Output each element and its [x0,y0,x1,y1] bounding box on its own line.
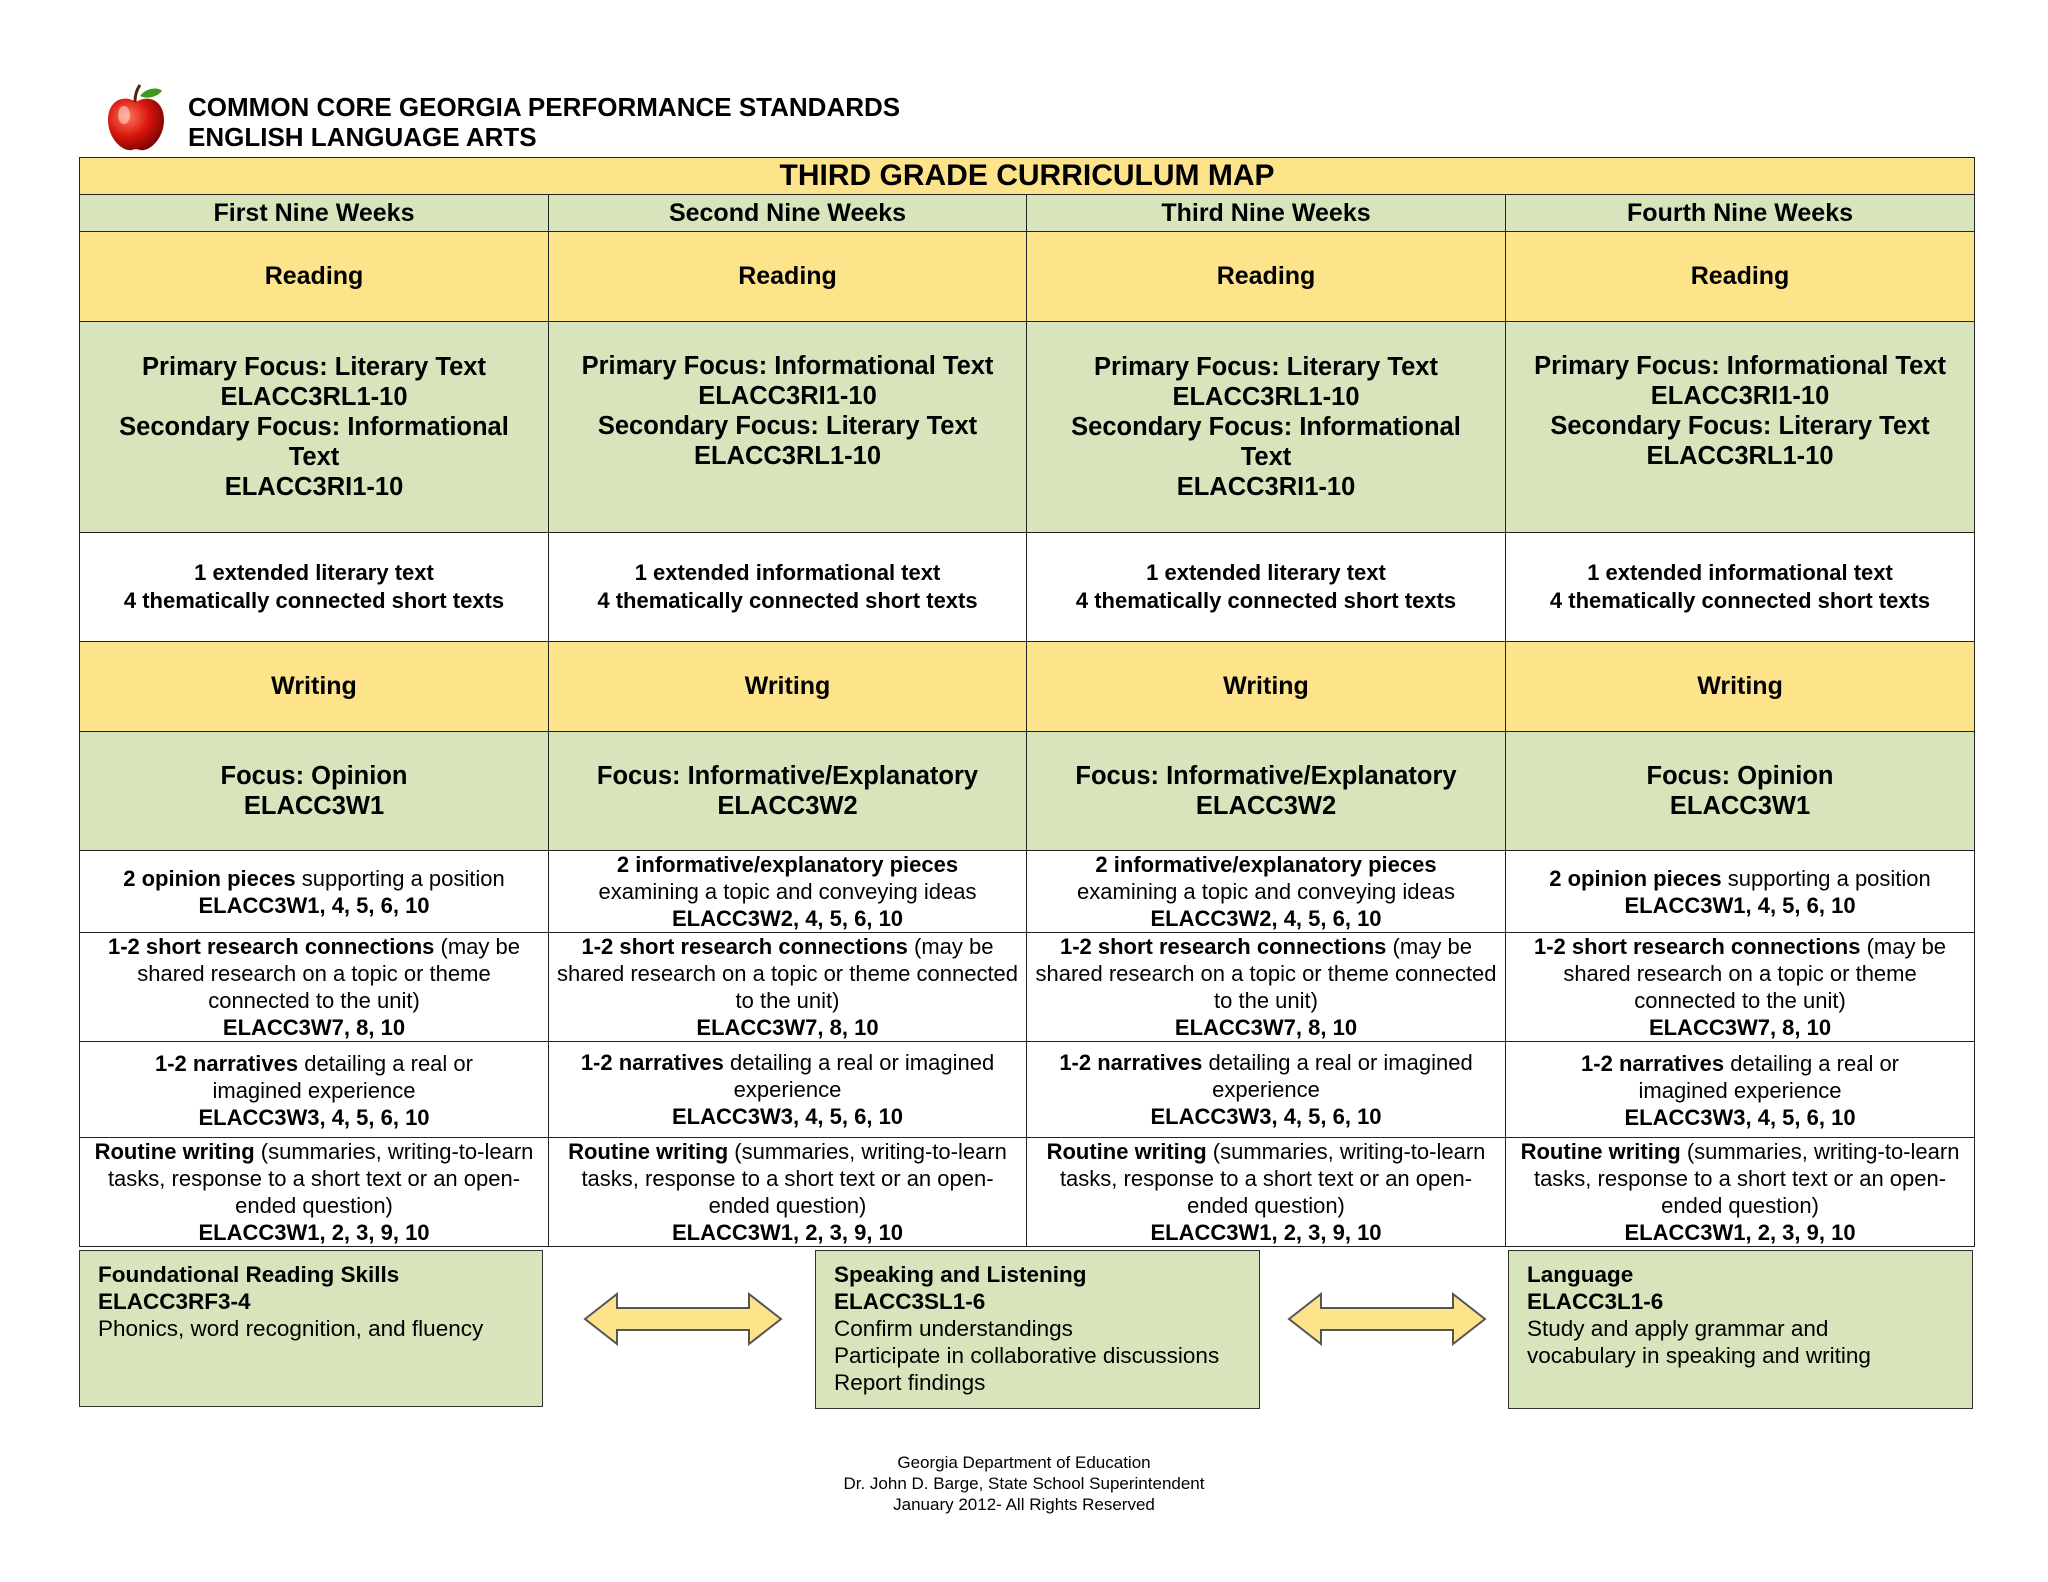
box-line: Confirm understandings [834,1316,1073,1341]
apple-icon [104,82,168,154]
document-footer [0,1452,2048,1515]
reading-focus-cell [80,322,549,533]
task-bold: Routine writing [568,1139,729,1164]
focus-line: ELACC3W2 [1195,792,1337,820]
task-standards: ELACC3W2, 4, 5, 6, 10 [1150,906,1382,931]
header-text [188,92,900,152]
title-row [80,158,1975,195]
task-standards: ELACC3W1, 2, 3, 9, 10 [1624,1220,1856,1245]
quarter-header: Third Nine Weeks [1027,195,1506,232]
task-text: detailing a real or imagined experience [1638,1050,1900,1103]
focus-line: Secondary Focus: Informational [119,413,509,441]
writing-focus-row [80,732,1975,851]
task-cell [549,1042,1027,1138]
footer-line: Dr. John D. Barge, State School Superintendent [843,1474,1205,1493]
task-bold: 1-2 narratives [1059,1050,1203,1075]
focus-line: Focus: Informative/Explanatory [596,762,979,790]
focus-line: Primary Focus: Literary Text [142,353,486,381]
task-cell [80,1042,549,1138]
speaking-listening-box [815,1250,1260,1409]
box-line: Participate in collaborative discussions [834,1343,1220,1368]
task-standards: ELACC3W1, 4, 5, 6, 10 [1624,892,1856,918]
task-standards: ELACC3W1, 2, 3, 9, 10 [198,1220,430,1245]
task-standards: ELACC3W1, 2, 3, 9, 10 [1150,1220,1382,1245]
task-cell [1506,1138,1975,1247]
texts-line: 4 thematically connected short texts [123,588,505,613]
focus-line: ELACC3RI1-10 [224,473,404,501]
focus-line: Text [288,443,340,471]
task-standards: ELACC3W1, 4, 5, 6, 10 [198,892,430,918]
texts-line: 4 thematically connected short texts [597,588,978,613]
box-line: vocabulary in speaking and writing [1527,1343,1871,1368]
task-text: (summaries, writing-to-learn tasks, response to a short text or an open-ended question) [107,1139,534,1218]
task-text: (summaries, writing-to-learn tasks, response to a short text or an open-ended question) [1533,1139,1960,1218]
task-standards: ELACC3W3, 4, 5, 6, 10 [1624,1104,1856,1130]
task-text: (may be shared research on a topic or theme connected to the unit) [1035,934,1497,1013]
task-cell [1506,933,1975,1042]
double-arrow-icon [1287,1292,1487,1346]
reading-texts-cell [549,533,1027,642]
reading-focus-row [80,322,1975,533]
focus-line: ELACC3RI1-10 [1176,473,1356,501]
reading-label: Reading [1027,232,1506,322]
task-bold: Routine writing [1520,1139,1681,1164]
task-bold: 1-2 narratives [155,1050,299,1076]
reading-focus-cell [549,322,1027,533]
focus-line: ELACC3W1 [243,792,385,820]
task-cell [1506,1042,1975,1138]
focus-line: Focus: Informative/Explanatory [1075,762,1457,790]
task-bold: 1-2 short research connections [581,934,908,959]
task-row-narratives [80,1042,1975,1138]
box-title: Language [1527,1262,1634,1287]
quarter-header: Second Nine Weeks [549,195,1027,232]
document-header [104,82,1004,154]
reading-texts-cell [80,533,549,642]
map-title: THIRD GRADE CURRICULUM MAP [80,158,1975,195]
task-bold: Routine writing [94,1139,255,1164]
focus-line: Primary Focus: Informational Text [581,352,994,380]
quarter-header: First Nine Weeks [80,195,549,232]
focus-line: Focus: Opinion [1646,762,1834,790]
task-standards: ELACC3W7, 8, 10 [1648,1015,1832,1040]
texts-line: 1 extended literary text [1146,560,1386,585]
footer-line: Georgia Department of Education [897,1453,1151,1472]
box-code: ELACC3L1-6 [1527,1289,1664,1314]
task-cell [1506,851,1975,933]
focus-line: Focus: Opinion [220,762,408,790]
task-standards: ELACC3W3, 4, 5, 6, 10 [671,1104,904,1129]
task-row-routine [80,1138,1975,1247]
task-standards: ELACC3W1, 2, 3, 9, 10 [671,1220,904,1245]
box-title: Speaking and Listening [834,1262,1087,1287]
task-cell [80,851,549,933]
header-line-1: COMMON CORE GEORGIA PERFORMANCE STANDARDS [188,92,901,122]
task-cell [1027,1042,1506,1138]
quarter-row [80,195,1975,232]
reading-label: Reading [80,232,549,322]
curriculum-map-table [79,157,1975,1247]
language-box [1508,1250,1973,1409]
focus-line: Secondary Focus: Literary Text [1550,412,1930,440]
task-cell [549,1138,1027,1247]
task-standards: ELACC3W7, 8, 10 [696,1015,879,1040]
task-cell [1027,933,1506,1042]
task-text: supporting a position [1721,865,1931,891]
task-row-pieces [80,851,1975,933]
box-title: Foundational Reading Skills [98,1262,400,1287]
task-cell [549,851,1027,933]
task-cell [80,933,549,1042]
task-bold: 1-2 narratives [580,1050,724,1075]
task-bold: 2 opinion pieces [1549,865,1722,891]
writing-focus-cell [80,732,549,851]
writing-label: Writing [1027,642,1506,732]
task-cell [1027,851,1506,933]
task-text: supporting a position [295,865,505,891]
focus-line: Text [1240,443,1292,471]
box-line: Report findings [834,1370,986,1395]
task-standards: ELACC3W7, 8, 10 [222,1015,406,1040]
task-standards: ELACC3W2, 4, 5, 6, 10 [671,906,904,931]
reading-label: Reading [549,232,1027,322]
task-standards: ELACC3W3, 4, 5, 6, 10 [198,1104,430,1130]
writing-focus-cell [1506,732,1975,851]
footer-line: January 2012- All Rights Reserved [893,1495,1155,1514]
reading-texts-cell [1027,533,1506,642]
foundational-skills-box [79,1250,543,1407]
texts-line: 4 thematically connected short texts [1075,588,1457,613]
task-text: detailing a real or imagined experience [212,1050,473,1103]
focus-line: ELACC3W1 [1669,792,1811,820]
focus-line: ELACC3RI1-10 [698,382,877,410]
focus-line: Secondary Focus: Literary Text [597,412,978,440]
box-line: Study and apply grammar and [1527,1316,1829,1341]
focus-line: ELACC3RL1-10 [693,442,882,470]
task-bold: 2 informative/explanatory pieces [1095,852,1437,877]
box-code: ELACC3RF3-4 [98,1289,251,1314]
double-arrow-icon [583,1292,783,1346]
box-code: ELACC3SL1-6 [834,1289,986,1314]
task-bold: 1-2 short research connections [1059,934,1387,959]
task-text: (may be shared research on a topic or theme connected to the unit) [1563,934,1947,1013]
focus-line: Secondary Focus: Informational [1071,413,1461,441]
reading-section-row [80,232,1975,322]
task-cell [1027,1138,1506,1247]
task-text: (may be shared research on a topic or theme connected to the unit) [556,934,1019,1013]
quarter-header: Fourth Nine Weeks [1506,195,1975,232]
task-text: detailing a real or imagined experience [1202,1050,1473,1102]
texts-line: 1 extended informational text [1587,560,1893,585]
texts-line: 1 extended literary text [194,560,434,585]
reading-texts-cell [1506,533,1975,642]
task-text: (summaries, writing-to-learn tasks, response to a short text or an open-ended question) [1059,1139,1486,1218]
texts-line: 4 thematically connected short texts [1549,588,1931,613]
writing-focus-cell [549,732,1027,851]
task-bold: 1-2 short research connections [1534,934,1861,959]
texts-line: 1 extended informational text [634,560,941,585]
task-text: examining a topic and conveying ideas [1077,879,1455,904]
task-text: (may be shared research on a topic or theme connected to the unit) [137,934,521,1013]
reading-texts-row [80,533,1975,642]
reading-label: Reading [1506,232,1975,322]
reading-focus-cell [1506,322,1975,533]
writing-section-row [80,642,1975,732]
task-row-research [80,933,1975,1042]
focus-line: ELACC3RI1-10 [1650,382,1830,410]
task-standards: ELACC3W7, 8, 10 [1174,1015,1358,1040]
focus-line: ELACC3RL1-10 [1646,442,1834,470]
task-text: detailing a real or imagined experience [723,1050,995,1102]
task-bold: Routine writing [1046,1139,1207,1164]
reading-focus-cell [1027,322,1506,533]
focus-line: Primary Focus: Literary Text [1094,353,1438,381]
writing-label: Writing [80,642,549,732]
writing-label: Writing [1506,642,1975,732]
task-text: examining a topic and conveying ideas [598,879,977,904]
box-line: Phonics, word recognition, and fluency [98,1316,484,1341]
task-cell [549,933,1027,1042]
task-bold: 1-2 narratives [1581,1050,1725,1076]
writing-focus-cell [1027,732,1506,851]
task-bold: 1-2 short research connections [107,934,435,959]
writing-label: Writing [549,642,1027,732]
task-standards: ELACC3W3, 4, 5, 6, 10 [1150,1104,1382,1129]
task-text: (summaries, writing-to-learn tasks, response to a short text or an open-ended question) [581,1139,1007,1218]
focus-line: ELACC3RL1-10 [220,383,408,411]
focus-line: Primary Focus: Informational Text [1534,352,1946,380]
focus-line: ELACC3W2 [717,792,858,820]
header-line-2: ENGLISH LANGUAGE ARTS [188,122,537,152]
task-bold: 2 informative/explanatory pieces [616,852,959,877]
focus-line: ELACC3RL1-10 [1172,383,1360,411]
task-cell [80,1138,549,1247]
task-bold: 2 opinion pieces [123,865,296,891]
